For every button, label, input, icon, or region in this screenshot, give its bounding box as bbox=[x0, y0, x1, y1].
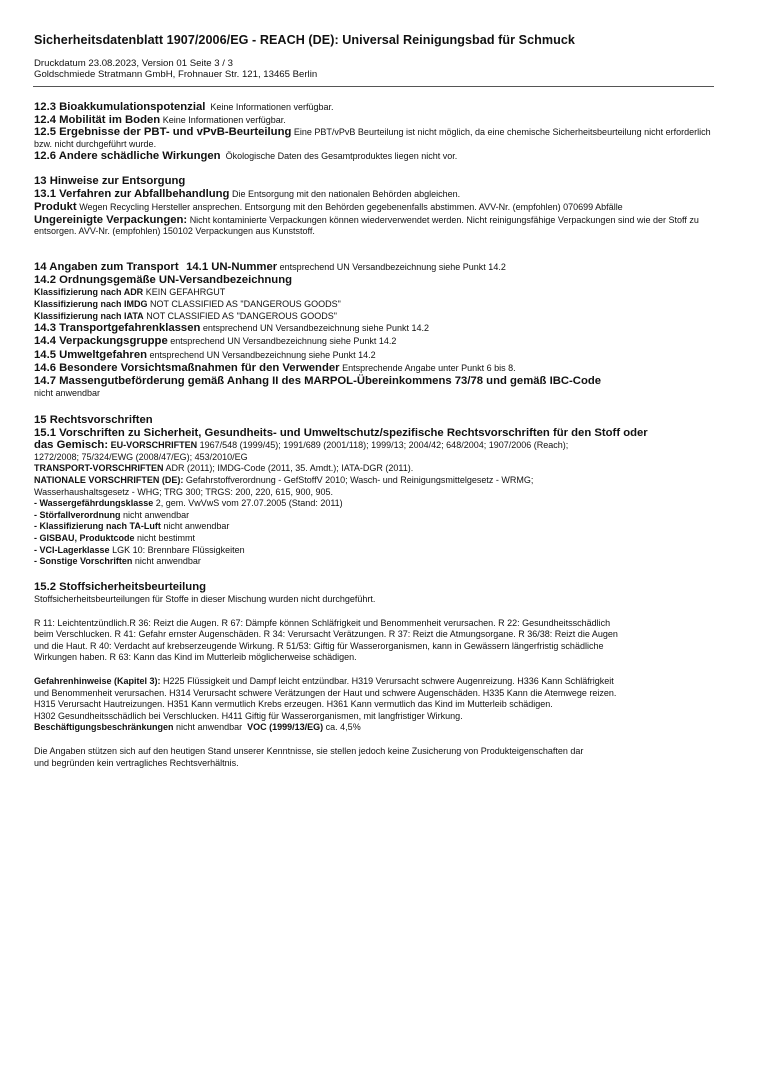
item-14-6: 14.6 Besondere Vorsichtsmaßnahmen für den Verwender Entsprechende Angabe unter Punkt 6 bis 8. bbox=[34, 361, 516, 374]
section-13 bbox=[34, 175, 726, 237]
hazard-statements bbox=[34, 676, 726, 734]
r-phrase-line: beim Verschlucken. R 41: Gefahr ernster Augenschäden. R 34: Verursacht Verätzungen. R 37: Reizt die Atmungsorgane. R 36/38: Reizt die Augen bbox=[34, 629, 618, 640]
document-page bbox=[34, 33, 726, 769]
regulation-item: - VCI-Lagerklasse LGK 10: Brennbare Flüssigkeiten bbox=[34, 544, 245, 555]
employment-voc-line: Beschäftigungsbeschränkungen nicht anwendbar VOC (1999/13/EG) ca. 4,5% bbox=[34, 722, 361, 733]
item-15-1-heading: 15.1 Vorschriften zu Sicherheit, Gesundheits- und Umweltschutz/spezifische Rechtsvorschriften für den Stoff oder bbox=[34, 427, 648, 440]
r-phrases bbox=[34, 618, 726, 664]
header-divider bbox=[33, 86, 714, 87]
section-12 bbox=[34, 101, 726, 163]
disclaimer bbox=[34, 746, 726, 769]
eu-regulations: das Gemisch: EU-VORSCHRIFTEN 1967/548 (1999/45); 1991/689 (2001/118); 1999/13; 2004/42; 648/2004; 1907/2006 (Reach); bbox=[34, 439, 569, 452]
regulation-item: - Klassifizierung nach TA-Luft nicht anwendbar bbox=[34, 521, 230, 532]
item-12-5: 12.5 Ergebnisse der PBT- und vPvB-Beurteilung Eine PBT/vPvB Beurteilung ist nicht möglich, da eine chemische Sicherheitsbeurteilung nicht erforderlich bzw. nicht durchgeführt wurde. bbox=[34, 126, 711, 149]
item-verpackungen: Ungereinigte Verpackungen: Nicht kontaminierte Verpackungen können wiederverwendet werden. Nicht reinigungsfähige Verpackungen sind wie der Stoff zu entsorgen. AVV-Nr. (empfohlen) 150102 Verpackungen aus Kunststoff. bbox=[34, 213, 699, 236]
item-12-4: 12.4 Mobilität im Boden Keine Informationen verfügbar. bbox=[34, 114, 286, 127]
r-phrase-line: und die Haut. R 40: Verdacht auf krebserzeugende Wirkung. R 51/53: Giftig für Wasserorganismen, kann in Gewässern längerfristig schädliche bbox=[34, 640, 604, 651]
section-13-title: 13 Hinweise zur Entsorgung bbox=[34, 175, 186, 188]
national-regulations-cont: Wasserhaushaltsgesetz - WHG; TRG 300; TRGS: 200, 220, 615, 900, 905. bbox=[34, 486, 333, 497]
section-15-title: 15 Rechtsvorschriften bbox=[34, 413, 153, 426]
disclaimer-line: Die Angaben stützen sich auf den heutigen Stand unserer Kenntnisse, sie stellen jedoch keine Zusicherung von Produkteigenschaften dar bbox=[34, 745, 584, 756]
item-12-6: 12.6 Andere schädliche Wirkungen Ökologische Daten des Gesamtproduktes liegen nicht vor. bbox=[34, 149, 458, 162]
document-title: Sicherheitsdatenblatt 1907/2006/EG - REACH (DE): Universal Reinigungsbad für Schmuck bbox=[34, 33, 575, 47]
regulation-item: - Störfallverordnung nicht anwendbar bbox=[34, 509, 190, 520]
item-produkt: Produkt Wegen Recycling Hersteller ansprechen. Entsorgung mit den Behörden gegebenenfalls abstimmen. AVV-Nr. (empfohlen) 070699 Abfälle bbox=[34, 201, 623, 214]
hazard-line: Gefahrenhinweise (Kapitel 3): H225 Flüssigkeit und Dampf leicht entzündbar. H319 Verursacht schwere Augenreizung. H336 Kann Schläfrigkeit bbox=[34, 675, 614, 686]
print-info: Druckdatum 23.08.2023, Version 01 Seite 3 / 3 bbox=[34, 58, 233, 69]
item-15-2-heading: 15.2 Stoffsicherheitsbeurteilung bbox=[34, 580, 207, 593]
item-15-2-text: Stoffsicherheitsbeurteilungen für Stoffe in dieser Mischung wurden nicht durchgeführt. bbox=[34, 593, 376, 604]
item-12-3: 12.3 Bioakkumulationspotenzial Keine Informationen verfügbar. bbox=[34, 101, 334, 113]
class-adr: Klassifizierung nach ADR KEIN GEFAHRGUT bbox=[34, 287, 226, 298]
section-14 bbox=[34, 261, 726, 400]
regulation-item: - Sonstige Vorschriften nicht anwendbar bbox=[34, 556, 201, 567]
hazard-line: und Benommenheit verursachen. H314 Verursacht schwere Verätzungen der Haut und schwere Augenschäden. H335 Kann die Atemwege reizen. bbox=[34, 687, 617, 698]
r-phrase-line: R 11: Leichtentzündlich.R 36: Reizt die Augen. R 67: Dämpfe können Schläfrigkeit und Benommenheit verursachen. R 22: Gesundheitsschädlich bbox=[34, 617, 611, 628]
national-regulations: NATIONALE VORSCHRIFTEN (DE): Gefahrstoffverordnung - GefStoffV 2010; Wasch- und Reinigungsmittelgesetz - WRMG; bbox=[34, 475, 534, 486]
item-14-7: 14.7 Massengutbeförderung gemäß Anhang II des MARPOL-Übereinkommens 73/78 und gemäß IBC-Code bbox=[34, 375, 602, 388]
r-phrase-line: Wirkungen haben. R 63: Kann das Kind im Mutterleib möglicherweise schädigen. bbox=[34, 652, 357, 663]
item-14-4: 14.4 Verpackungsgruppe entsprechend UN Versandbezeichnung siehe Punkt 14.2 bbox=[34, 335, 397, 348]
transport-regulations: TRANSPORT-VORSCHRIFTEN ADR (2011); IMDG-Code (2011, 35. Amdt.); IATA-DGR (2011). bbox=[34, 463, 414, 474]
item-14-1: 14 Angaben zum Transport 14.1 UN-Nummer entsprechend UN Versandbezeichnung siehe Punkt 14.2 bbox=[34, 261, 506, 274]
item-14-3: 14.3 Transportgefahrenklassen entsprechend UN Versandbezeichnung siehe Punkt 14.2 bbox=[34, 322, 430, 335]
class-iata: Klassifizierung nach IATA NOT CLASSIFIED AS "DANGEROUS GOODS" bbox=[34, 310, 337, 321]
item-14-7-value: nicht anwendbar bbox=[34, 388, 101, 399]
regulation-item: - Wassergefährdungsklasse 2, gem. VwVwS vom 27.07.2005 (Stand: 2011) bbox=[34, 498, 343, 509]
regulation-item: - GISBAU, Produktcode nicht bestimmt bbox=[34, 532, 196, 543]
disclaimer-line: und begründen kein vertragliches Rechtsverhältnis. bbox=[34, 757, 239, 768]
item-14-5: 14.5 Umweltgefahren entsprechend UN Versandbezeichnung siehe Punkt 14.2 bbox=[34, 348, 376, 361]
hazard-line: H315 Verursacht Hautreizungen. H351 Kann vermutlich Krebs erzeugen. H361 Kann vermutlich das Kind im Mutterleib schädigen. bbox=[34, 699, 553, 710]
item-13-1: 13.1 Verfahren zur Abfallbehandlung Die Entsorgung mit den nationalen Behörden abgleichen. bbox=[34, 188, 461, 201]
class-imdg: Klassifizierung nach IMDG NOT CLASSIFIED AS "DANGEROUS GOODS" bbox=[34, 299, 341, 310]
item-14-2: 14.2 Ordnungsgemäße UN-Versandbezeichnung bbox=[34, 274, 293, 287]
hazard-line: H302 Gesundheitsschädlich bei Verschlucken. H411 Giftig für Wasserorganismen, mit langfristiger Wirkung. bbox=[34, 710, 463, 721]
section-15 bbox=[34, 414, 726, 734]
company-address: Goldschmiede Stratmann GmbH, Frohnauer Str. 121, 13465 Berlin bbox=[34, 69, 318, 80]
eu-regulations-cont: 1272/2008; 75/324/EWG (2008/47/EG); 453/2010/EG bbox=[34, 451, 248, 462]
